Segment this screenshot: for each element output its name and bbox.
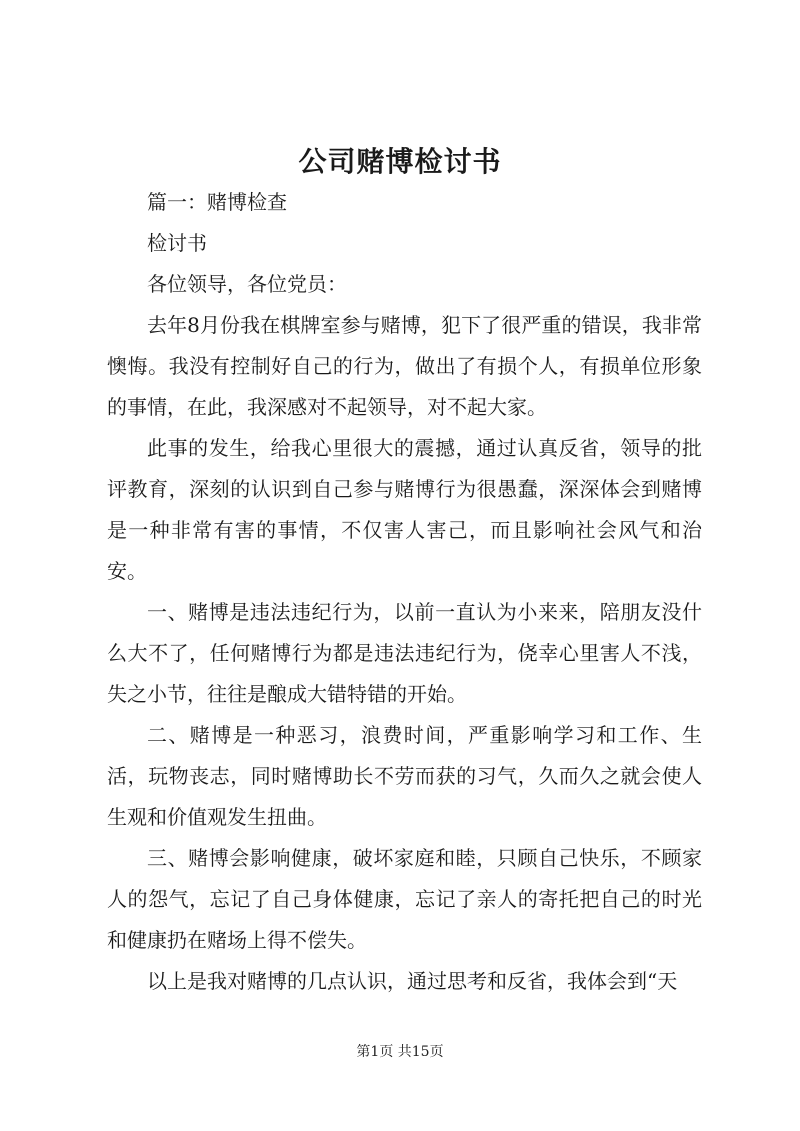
document-title: 公司赌博检讨书	[298, 145, 502, 178]
paragraph-body: 三、赌博会影响健康，破坏家庭和睦，只顾自己快乐，不顾家人的怨气，忘记了自己身体健康，忘记了亲人的寄托把自己的时光和健康扔在赌场上得不偿失。	[107, 846, 702, 952]
paragraph-section-heading: 篇一：赌博检查	[147, 190, 287, 214]
paragraph-body: 二、赌博是一种恶习，浪费时间，严重影响学习和工作、生活，玩物丧志，同时赌博助长不劳而获的习气，久而久之就会使人生观和价值观发生扭曲。	[107, 723, 702, 829]
paragraph-body: 此事的发生，给我心里很大的震撼，通过认真反省，领导的批评教育，深刻的认识到自己参与赌博行为很愚蠢，深深体会到赌博是一种非常有害的事情，不仅害人害己，而且影响社会风气和治安。	[107, 436, 702, 583]
page-number-footer: 第1页 共15页	[356, 1044, 444, 1060]
paragraph-salutation: 各位领导，各位党员：	[147, 272, 347, 296]
paragraph-body: 去年8月份我在棋牌室参与赌博，犯下了很严重的错误，我非常懊悔。我没有控制好自己的行为，做出了有损个人，有损单位形象的事情，在此，我深感对不起领导，对不起大家。	[107, 313, 702, 419]
paragraph-body: 以上是我对赌博的几点认识，通过思考和反省，我体会到“天	[147, 969, 678, 993]
document-body	[107, 182, 702, 1002]
paragraph-body: 一、赌博是违法违纪行为，以前一直认为小来来，陪朋友没什么大不了，任何赌博行为都是违法违纪行为，侥幸心里害人不浅，失之小节，往往是酿成大错特错的开始。	[107, 600, 702, 706]
paragraph-doc-label: 检讨书	[147, 231, 207, 255]
